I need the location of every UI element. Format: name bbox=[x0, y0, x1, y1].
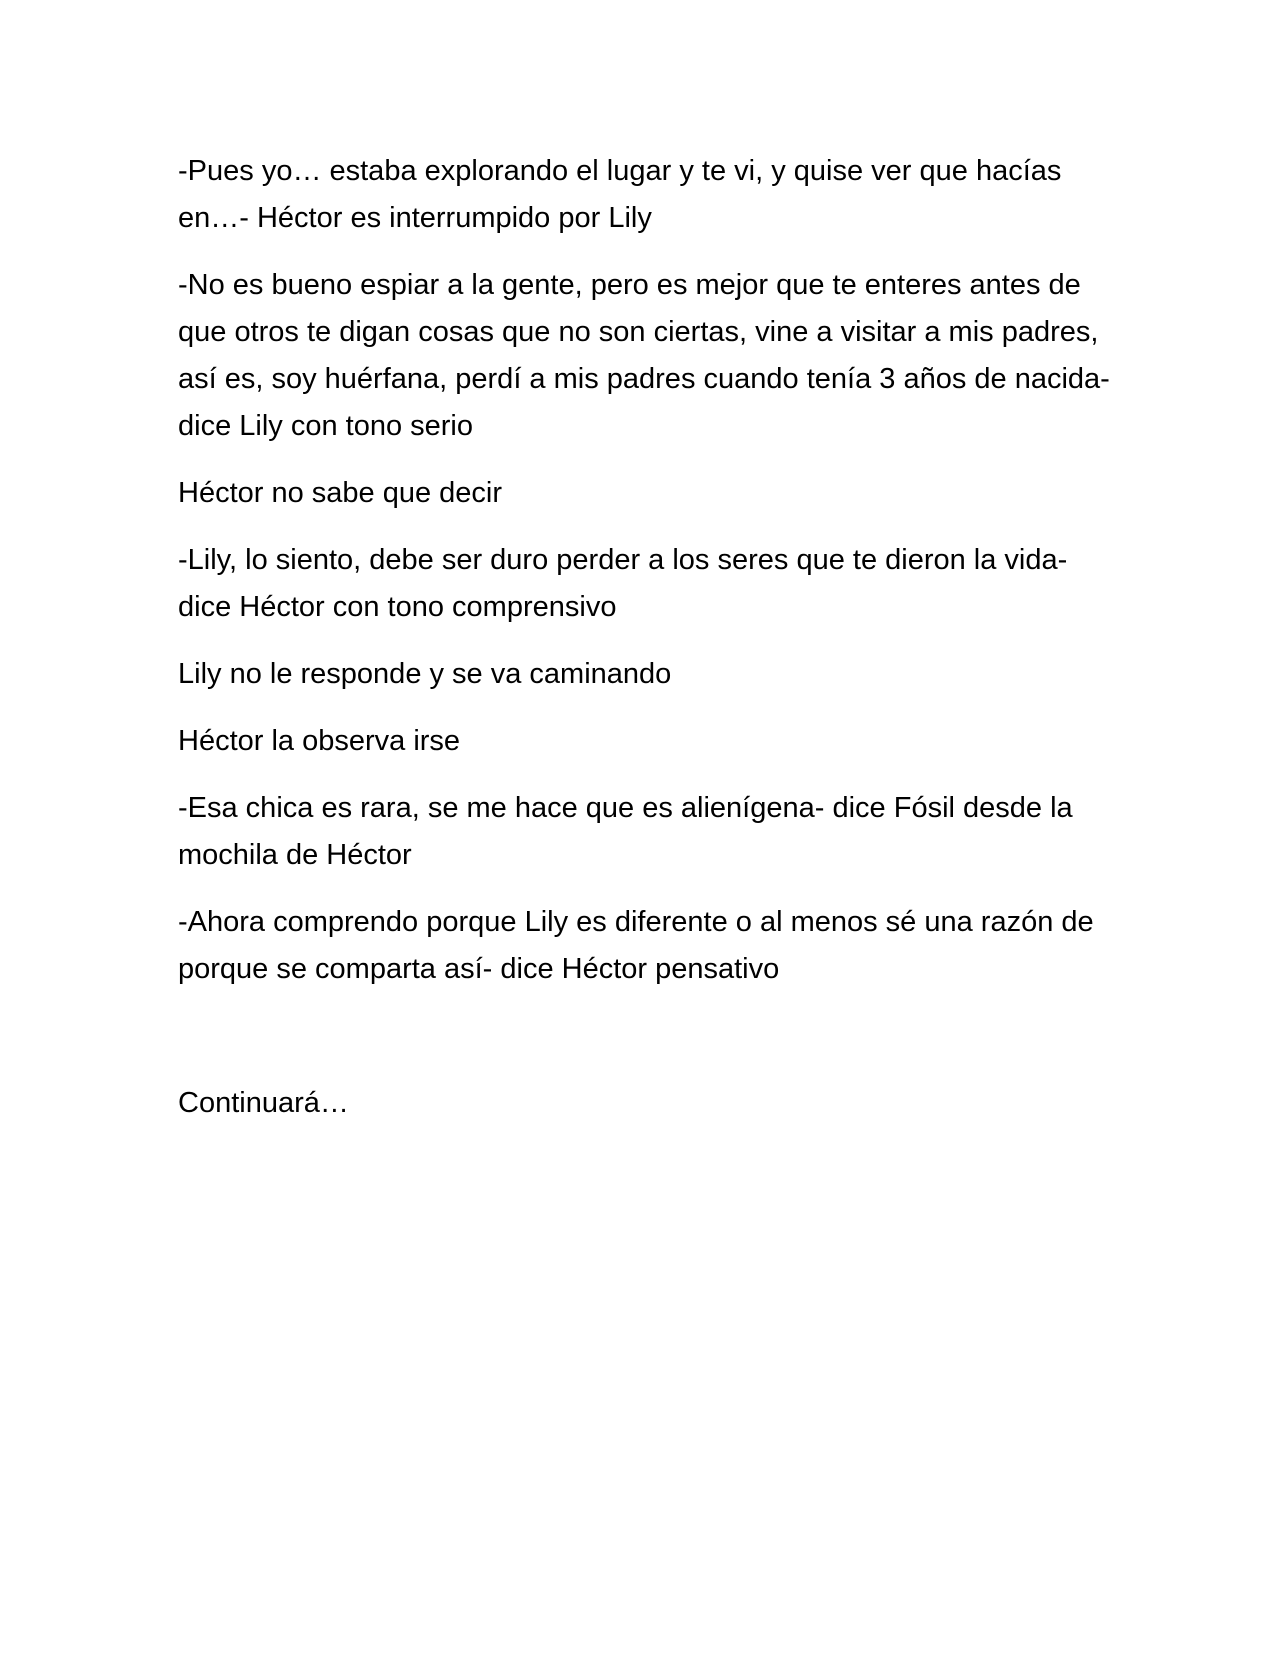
document-body bbox=[178, 148, 1118, 1147]
paragraph-4: -Lily, lo siento, debe ser duro perder a los seres que te dieron la vida- dice Héctor con tono comprensivo bbox=[178, 544, 1068, 623]
blank-line bbox=[178, 1013, 1118, 1080]
paragraph-5: Lily no le responde y se va caminando bbox=[178, 658, 672, 690]
closing-text: Continuará… bbox=[178, 1087, 349, 1119]
paragraph-1: -Pues yo… estaba explorando el lugar y te vi, y quise ver que hacías en…- Héctor es interrumpido por Lily bbox=[178, 155, 1062, 234]
paragraph-8: -Ahora comprendo porque Lily es diferente o al menos sé una razón de porque se comparta así- dice Héctor pensativo bbox=[178, 906, 1094, 985]
paragraph-7: -Esa chica es rara, se me hace que es alienígena- dice Fósil desde la mochila de Héctor bbox=[178, 792, 1073, 871]
paragraph-2: -No es bueno espiar a la gente, pero es mejor que te enteres antes de que otros te digan cosas que no son ciertas, vine a visitar a mis padres, así es, soy huérfana, perdí a mis padres cuando tenía 3 años de nacida- dice Lily con tono serio bbox=[178, 269, 1110, 442]
paragraph-6: Héctor la observa irse bbox=[178, 725, 461, 757]
paragraph-3: Héctor no sabe que decir bbox=[178, 477, 503, 509]
